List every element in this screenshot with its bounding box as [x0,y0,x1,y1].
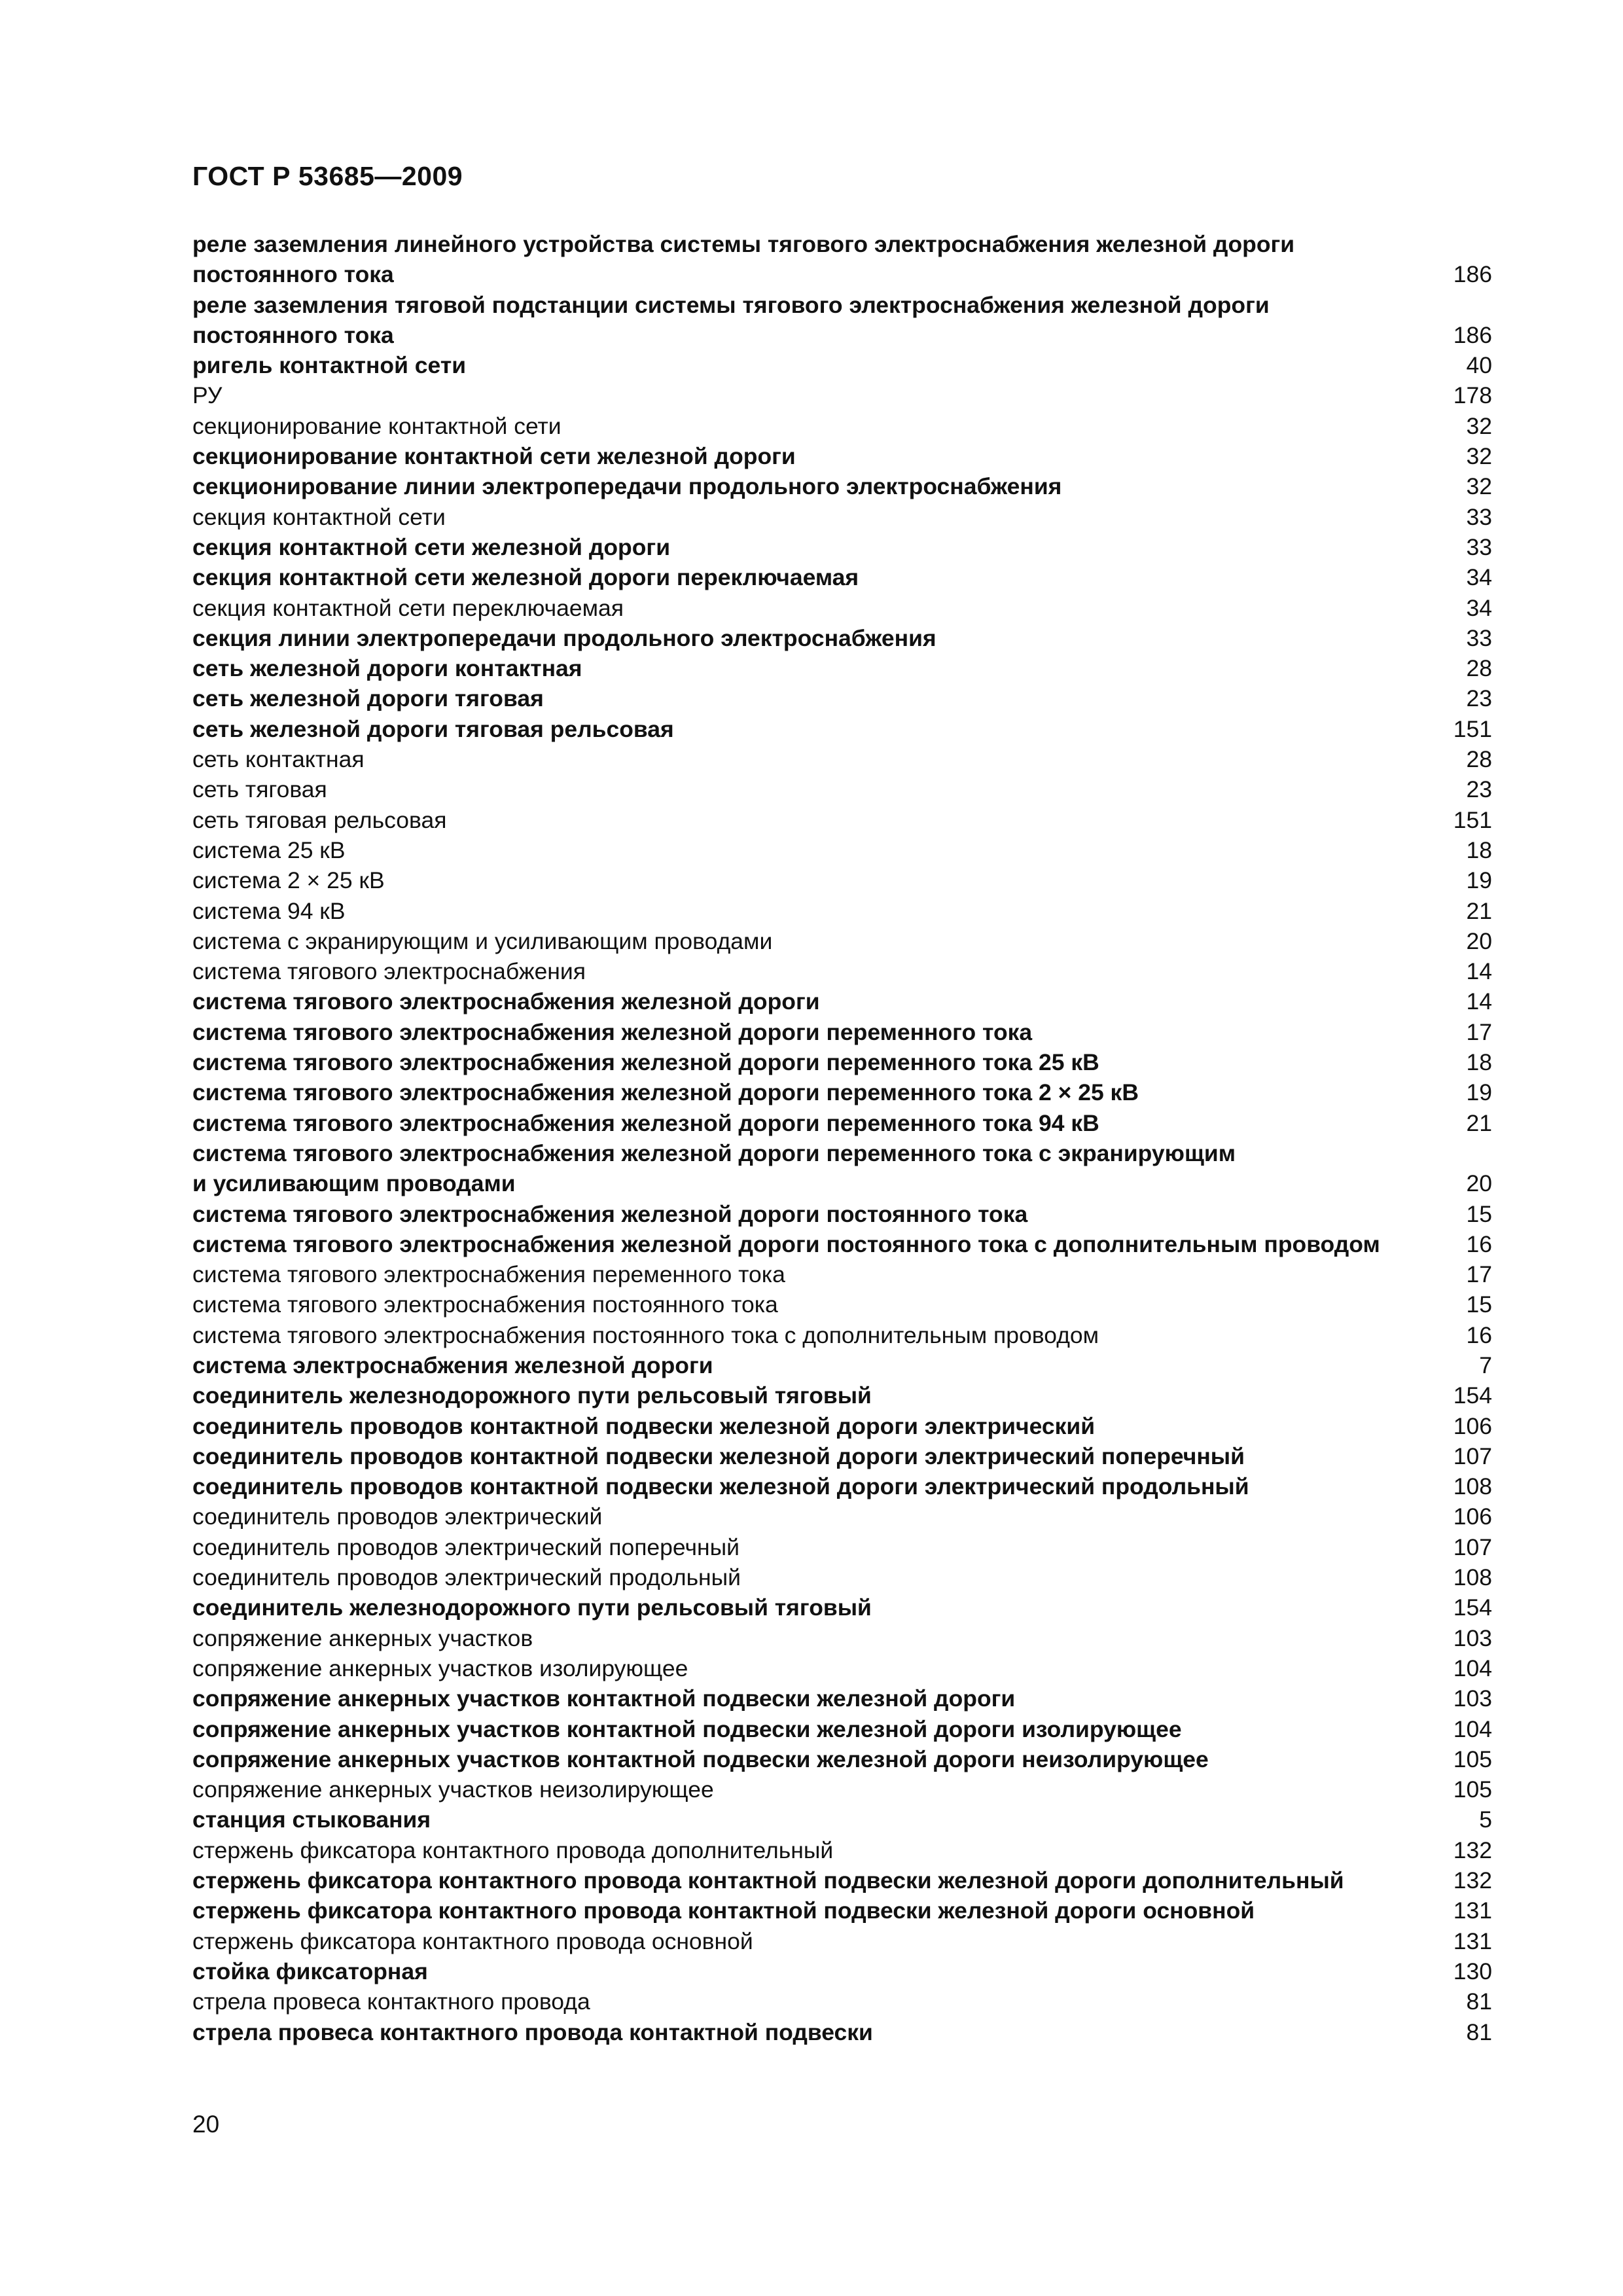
index-entry [192,805,1492,835]
index-entry [192,1956,1492,1986]
index-term-line: система тягового электроснабжения железной дороги постоянного тока с дополнительным проводом [192,1230,1380,1257]
index-entry [192,1986,1492,2017]
index-term [192,896,1492,926]
index-term-line: секция контактной сети [192,503,446,530]
index-page-ref: 107 [1453,1534,1492,1560]
index-term-line: стержень фиксатора контактного провода контактной подвески железной дороги дополнительный [192,1867,1344,1894]
index-term-line: стойка фиксаторная [192,1958,428,1984]
index-term [192,714,1492,744]
index-term [192,1714,1492,1744]
index-page-ref: 108 [1453,1564,1492,1591]
index-term [192,1804,1492,1835]
index-term-line: секционирование линии электропередачи продольного электроснабжения [192,473,1062,500]
index-term [192,532,1492,562]
index-entry [192,1562,1492,1592]
index-term [192,865,1492,895]
page-number: 20 [192,2111,220,2138]
index-term-line: соединитель железнодорожного пути рельсовый тяговый [192,1382,872,1409]
index-term-line: система 2 × 25 кВ [192,867,385,894]
index-entry [192,1623,1492,1653]
index-page-ref: 28 [1466,746,1492,773]
index-term-line: реле заземления тяговой подстанции системы тягового электроснабжения железной дороги [192,291,1270,318]
index-term-line: секционирование контактной сети железной дороги [192,443,796,470]
index-term-line: реле заземления линейного устройства системы тягового электроснабжения железной дороги [192,231,1295,257]
index-entry [192,1411,1492,1441]
index-page-ref: 20 [1466,927,1492,954]
index-term [192,562,1492,592]
index-entry [192,956,1492,986]
index-term-line: и усиливающим проводами [192,1170,516,1197]
index-page-ref: 19 [1466,867,1492,894]
index-entry [192,835,1492,865]
index-page-ref: 34 [1466,594,1492,621]
index-term-line: сопряжение анкерных участков неизолирующее [192,1776,714,1803]
index-entry [192,653,1492,683]
index-entry [192,532,1492,562]
index-entry [192,1350,1492,1380]
index-page-ref: 131 [1453,1897,1492,1924]
index-term [192,986,1492,1016]
index-term [192,956,1492,986]
index-term-line: система тягового электроснабжения железной дороги переменного тока 2 × 25 кВ [192,1079,1139,1106]
index-term-line: система тягового электроснабжения постоянного тока с дополнительным проводом [192,1321,1099,1348]
index-entry [192,744,1492,774]
index-entry [192,1199,1492,1229]
index-entry [192,1077,1492,1107]
index-term [192,1956,1492,1986]
index-page-ref: 104 [1453,1715,1492,1742]
index-entry [192,1532,1492,1562]
index-term [192,1229,1492,1259]
index-entry [192,1835,1492,1865]
index-entry [192,1441,1492,1471]
index-page-ref: 106 [1453,1503,1492,1530]
index-term [192,805,1492,835]
index-page-ref: 154 [1453,1594,1492,1621]
index-term-line: система с экранирующим и усиливающим проводами [192,927,773,954]
index-term [192,411,1492,441]
index-term-line: сеть тяговая рельсовая [192,806,447,833]
index-entry [192,1229,1492,1259]
index-entry [192,865,1492,895]
index-term-line: секция линии электропередачи продольного электроснабжения [192,624,936,651]
index-entry [192,1108,1492,1138]
index-entry [192,1683,1492,1713]
index-term-line: ригель контактной сети [192,352,467,379]
index-term-line: система 94 кВ [192,897,346,924]
index-page-ref: 154 [1453,1382,1492,1409]
index-term-line: сеть железной дороги тяговая рельсовая [192,715,674,742]
index-term [192,1653,1492,1683]
index-term [192,744,1492,774]
index-term [192,441,1492,471]
index-page-ref: 104 [1453,1655,1492,1681]
index-term [192,1592,1492,1623]
index-entry [192,774,1492,804]
index-term [192,1926,1492,1956]
index-term [192,1441,1492,1471]
index-entry [192,896,1492,926]
index-term [192,229,1492,290]
index-entry [192,1774,1492,1804]
index-term-line: секция контактной сети железной дороги [192,533,671,560]
index-page-ref: 18 [1466,1049,1492,1076]
index-term-line: сеть контактная [192,746,365,773]
index-page-ref: 20 [1466,1170,1492,1197]
index-page-ref: 32 [1466,473,1492,500]
index-term [192,774,1492,804]
index-term [192,2017,1492,2047]
index-term [192,683,1492,713]
index-term-line: сопряжение анкерных участков контактной подвески железной дороги [192,1685,1016,1712]
index-entry [192,683,1492,713]
index-term [192,653,1492,683]
index-entry [192,623,1492,653]
index-term [192,1835,1492,1865]
index-term-line: система тягового электроснабжения железной дороги переменного тока 25 кВ [192,1049,1099,1076]
index-entry [192,411,1492,441]
index-term-line: соединитель проводов электрический продольный [192,1564,741,1591]
index-term-line: система тягового электроснабжения переменного тока [192,1261,785,1288]
index-entry [192,926,1492,956]
index-entry [192,1471,1492,1501]
index-page-ref: 131 [1453,1928,1492,1954]
index-entry [192,471,1492,501]
index-page-ref: 186 [1453,261,1492,288]
document-header: ГОСТ Р 53685—2009 [192,161,463,191]
alphabetical-index [192,229,1492,2047]
index-page-ref: 33 [1466,624,1492,651]
index-term [192,835,1492,865]
index-term [192,1774,1492,1804]
index-page-ref: 21 [1466,1109,1492,1136]
index-entry [192,1380,1492,1410]
index-entry [192,229,1492,290]
index-term [192,1471,1492,1501]
index-entry [192,714,1492,744]
index-term [192,1744,1492,1774]
index-page-ref: 32 [1466,412,1492,439]
index-term-line: соединитель проводов электрический [192,1503,603,1530]
index-term [192,1017,1492,1047]
index-term-line: система тягового электроснабжения железной дороги переменного тока с экранирующим [192,1139,1236,1166]
index-term-line: система электроснабжения железной дороги [192,1352,713,1378]
index-entry [192,562,1492,592]
index-term [192,1350,1492,1380]
index-page-ref: 151 [1453,715,1492,742]
index-term [192,1199,1492,1229]
index-term-line: стержень фиксатора контактного провода основной [192,1928,753,1954]
index-page-ref: 108 [1453,1473,1492,1500]
index-term-line: сеть тяговая [192,776,327,803]
index-term [192,1411,1492,1441]
index-term-line: соединитель железнодорожного пути рельсовый тяговый [192,1594,872,1621]
index-term [192,1320,1492,1350]
index-term [192,1289,1492,1319]
index-page-ref: 186 [1453,321,1492,348]
index-page-ref: 132 [1453,1837,1492,1863]
index-term-line: стержень фиксатора контактного провода дополнительный [192,1837,834,1863]
index-entry [192,1592,1492,1623]
index-term-line: секция контактной сети переключаемая [192,594,624,621]
index-term [192,290,1492,351]
index-entry [192,986,1492,1016]
index-term-line: стрела провеса контактного провода контактной подвески [192,2018,873,2045]
index-page-ref: 106 [1453,1412,1492,1439]
index-page-ref: 34 [1466,564,1492,591]
index-term [192,623,1492,653]
index-term [192,1259,1492,1289]
index-page-ref: 81 [1466,2018,1492,2045]
index-page-ref: 23 [1466,776,1492,803]
index-entry [192,593,1492,623]
index-term-line: РУ [192,382,223,409]
index-term-line: соединитель проводов контактной подвески железной дороги электрический поперечный [192,1443,1245,1469]
index-entry [192,1259,1492,1289]
index-entry [192,1501,1492,1532]
index-term-line: постоянного тока [192,321,394,348]
index-entry [192,1047,1492,1077]
index-page-ref: 105 [1453,1776,1492,1803]
index-page-ref: 33 [1466,503,1492,530]
index-term-line: система тягового электроснабжения железной дороги постоянного тока [192,1200,1028,1227]
index-page-ref: 151 [1453,806,1492,833]
index-term [192,471,1492,501]
index-entry [192,1714,1492,1744]
index-entry [192,1653,1492,1683]
index-term-line: система 25 кВ [192,836,346,863]
index-page-ref: 103 [1453,1624,1492,1651]
index-entry [192,1744,1492,1774]
index-page-ref: 103 [1453,1685,1492,1712]
index-page-ref: 19 [1466,1079,1492,1106]
index-term-line: соединитель проводов контактной подвески железной дороги электрический продольный [192,1473,1249,1500]
index-term [192,1562,1492,1592]
index-term [192,502,1492,532]
index-term [192,926,1492,956]
index-entry [192,1895,1492,1926]
index-term [192,1532,1492,1562]
index-page-ref: 28 [1466,655,1492,682]
index-term-line: система тягового электроснабжения [192,958,586,985]
index-entry [192,441,1492,471]
index-entry [192,380,1492,410]
index-term-line: сопряжение анкерных участков контактной подвески железной дороги неизолирующее [192,1746,1209,1772]
index-page-ref: 40 [1466,352,1492,379]
index-term-line: система тягового электроснабжения железной дороги переменного тока [192,1018,1033,1045]
index-term [192,350,1492,380]
index-page-ref: 18 [1466,836,1492,863]
index-page-ref: 5 [1479,1806,1492,1833]
index-term-line: стрела провеса контактного провода [192,1988,590,2015]
index-entry [192,290,1492,351]
index-entry [192,1289,1492,1319]
index-term [192,1865,1492,1895]
index-term-line: сопряжение анкерных участков [192,1624,533,1651]
index-entry [192,350,1492,380]
index-term-line: соединитель проводов контактной подвески железной дороги электрический [192,1412,1096,1439]
index-term-line: постоянного тока [192,261,394,288]
index-term-line: секция контактной сети железной дороги переключаемая [192,564,859,591]
index-term-line: система тягового электроснабжения постоянного тока [192,1291,778,1318]
index-term [192,1683,1492,1713]
index-term [192,1501,1492,1532]
index-page-ref: 16 [1466,1321,1492,1348]
index-entry [192,502,1492,532]
index-entry [192,1320,1492,1350]
index-page-ref: 21 [1466,897,1492,924]
index-page-ref: 105 [1453,1746,1492,1772]
index-page-ref: 33 [1466,533,1492,560]
index-entry [192,1926,1492,1956]
index-term-line: система тягового электроснабжения железной дороги [192,988,820,1015]
index-page-ref: 32 [1466,443,1492,470]
index-page-ref: 17 [1466,1261,1492,1288]
index-term [192,1138,1492,1199]
index-page-ref: 107 [1453,1443,1492,1469]
index-term [192,380,1492,410]
index-term-line: сеть железной дороги тяговая [192,685,544,712]
index-page-ref: 178 [1453,382,1492,409]
index-page-ref: 14 [1466,958,1492,985]
index-term [192,593,1492,623]
index-entry [192,1138,1492,1199]
index-term [192,1108,1492,1138]
index-entry [192,2017,1492,2047]
index-page-ref: 15 [1466,1291,1492,1318]
index-entry [192,1865,1492,1895]
index-term-line: станция стыкования [192,1806,431,1833]
index-term [192,1047,1492,1077]
index-page-ref: 17 [1466,1018,1492,1045]
index-page-ref: 14 [1466,988,1492,1015]
index-term [192,1077,1492,1107]
index-term-line: стержень фиксатора контактного провода контактной подвески железной дороги основной [192,1897,1255,1924]
index-term [192,1895,1492,1926]
index-term-line: система тягового электроснабжения железной дороги переменного тока 94 кВ [192,1109,1099,1136]
index-entry [192,1017,1492,1047]
index-page-ref: 81 [1466,1988,1492,2015]
index-page-ref: 23 [1466,685,1492,712]
index-term-line: сеть железной дороги контактная [192,655,582,682]
index-entry [192,1804,1492,1835]
index-page-ref: 130 [1453,1958,1492,1984]
index-page-ref: 7 [1479,1352,1492,1378]
index-term [192,1986,1492,2017]
index-term-line: секционирование контактной сети [192,412,562,439]
index-term-line: соединитель проводов электрический поперечный [192,1534,740,1560]
index-page-ref: 15 [1466,1200,1492,1227]
index-page-ref: 132 [1453,1867,1492,1894]
index-term-line: сопряжение анкерных участков изолирующее [192,1655,688,1681]
index-term-line: сопряжение анкерных участков контактной подвески железной дороги изолирующее [192,1715,1182,1742]
index-page-ref: 16 [1466,1230,1492,1257]
index-term [192,1623,1492,1653]
index-term [192,1380,1492,1410]
